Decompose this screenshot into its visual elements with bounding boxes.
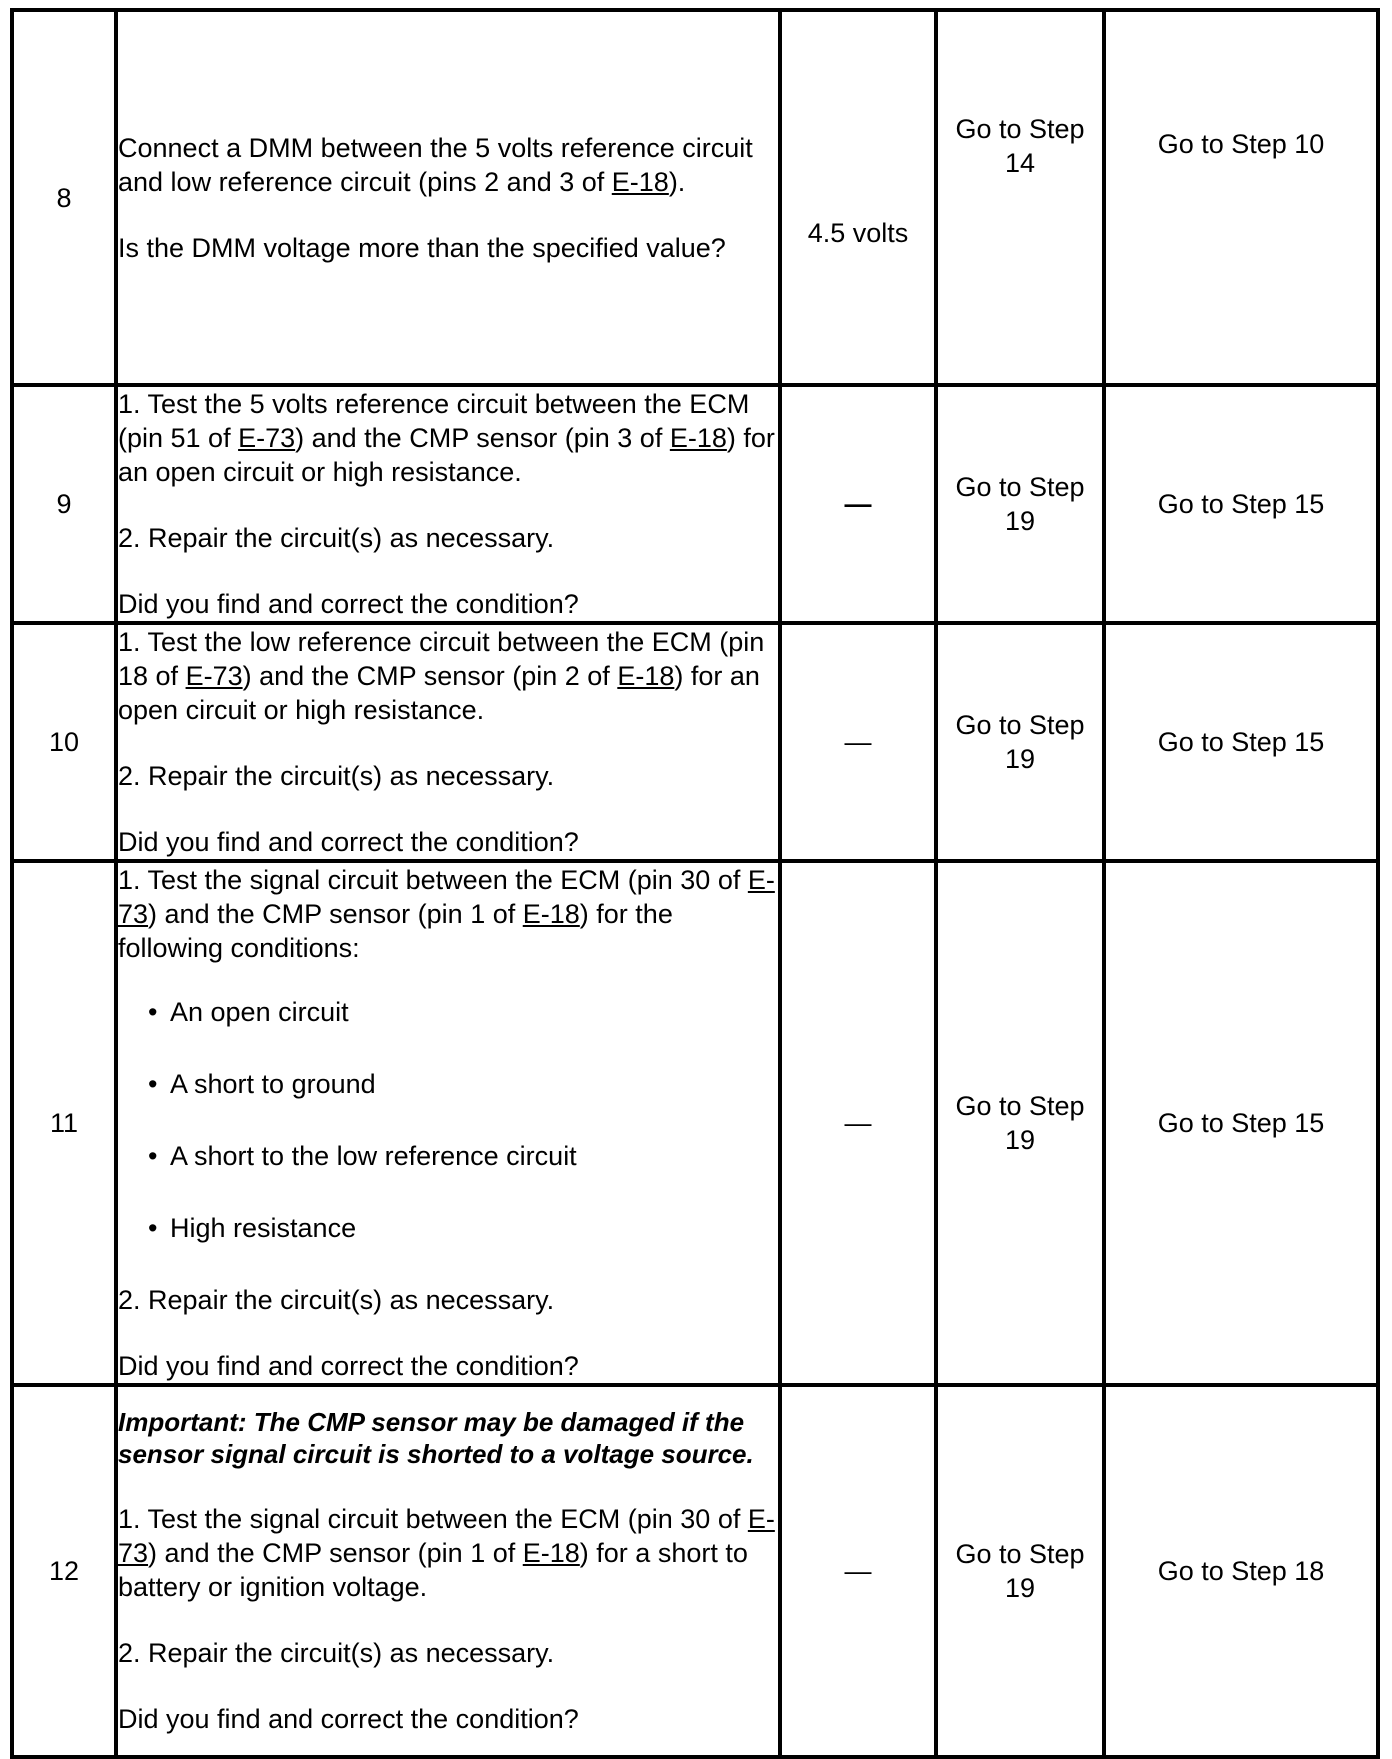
yes-text: Go to Step 19 xyxy=(955,472,1085,536)
action-question: Did you find and correct the condition? xyxy=(118,1351,579,1381)
no-text: Go to Step 15 xyxy=(1157,1108,1325,1138)
step-number: 11 xyxy=(12,861,116,1385)
yes-cell xyxy=(936,385,1104,623)
value-cell: — xyxy=(780,623,936,861)
yes-cell xyxy=(936,623,1104,861)
connector-link-e18[interactable]: E-18 xyxy=(522,899,580,929)
no-cell xyxy=(1104,861,1378,1385)
action-cell xyxy=(116,623,780,861)
yes-cell xyxy=(936,861,1104,1385)
no-cell xyxy=(1104,1385,1378,1757)
action-text: ) and the CMP sensor (pin 2 of xyxy=(242,661,618,691)
yes-cell xyxy=(936,1385,1104,1757)
connector-link-e73[interactable]: E-73 xyxy=(118,865,775,929)
yes-text: Go to Step 19 xyxy=(955,1091,1085,1155)
action-cell xyxy=(116,10,780,385)
action-text: 1. Test the signal circuit between the ECM (pin 30 of xyxy=(118,1504,748,1534)
step-number: 9 xyxy=(12,385,116,623)
table-row-step-8 xyxy=(12,10,1378,385)
step-number: 12 xyxy=(12,1385,116,1757)
diagnostic-steps-table xyxy=(10,8,1380,1759)
action-text: 1. Test the signal circuit between the ECM (pin 30 of xyxy=(118,865,748,895)
action-text: ) for an open circuit or high resistance. xyxy=(118,423,775,487)
yes-text: Go to Step 14 xyxy=(955,114,1085,178)
diagnostic-table-page xyxy=(10,8,1376,1742)
no-cell xyxy=(1104,10,1378,385)
connector-link-e73[interactable]: E-73 xyxy=(238,423,296,453)
value-cell: — xyxy=(780,1385,936,1757)
action-paragraph xyxy=(118,625,778,727)
connector-link-e18[interactable]: E-18 xyxy=(611,166,669,197)
action-cell xyxy=(116,861,780,1385)
value-cell: 4.5 volts xyxy=(780,10,936,385)
action-text: Connect a DMM between the 5 volts reference circuit and low reference circuit (pins 2 and 3 of xyxy=(118,132,753,197)
action-question: Did you find and correct the condition? xyxy=(118,589,579,619)
action-repair: 2. Repair the circuit(s) as necessary. xyxy=(118,761,555,791)
connector-link-e18[interactable]: E-18 xyxy=(617,661,675,691)
action-text: ) and the CMP sensor (pin 3 of xyxy=(295,423,670,453)
action-cell xyxy=(116,385,780,623)
no-cell xyxy=(1104,623,1378,861)
list-item: • An open circuit xyxy=(148,995,778,1029)
no-cell xyxy=(1104,385,1378,623)
action-text: 1. Test the low reference circuit between the ECM (pin 18 of xyxy=(118,627,765,691)
step-number: 8 xyxy=(12,10,116,385)
value-cell: — xyxy=(780,385,936,623)
table-row-step-11 xyxy=(12,861,1378,1385)
action-cell xyxy=(116,1385,780,1757)
action-text: ) for the following conditions: xyxy=(118,899,673,963)
action-repair: 2. Repair the circuit(s) as necessary. xyxy=(118,523,555,553)
action-text: 1. Test the 5 volts reference circuit between the ECM (pin 51 of xyxy=(118,389,750,453)
action-text: ). xyxy=(668,166,686,197)
important-note: Important: The CMP sensor may be damaged if the sensor signal circuit is shorted to a voltage source. xyxy=(118,1407,754,1469)
action-repair: 2. Repair the circuit(s) as necessary. xyxy=(118,1638,555,1668)
action-text: ) for an open circuit or high resistance. xyxy=(118,661,760,725)
value-cell: — xyxy=(780,861,936,1385)
action-text: ) and the CMP sensor (pin 1 of xyxy=(148,1538,523,1568)
yes-cell xyxy=(936,10,1104,385)
action-question: Did you find and correct the condition? xyxy=(118,827,579,857)
action-paragraph xyxy=(118,131,778,199)
action-text: ) and the CMP sensor (pin 1 of xyxy=(148,899,523,929)
table-row-step-12 xyxy=(12,1385,1378,1757)
connector-link-e18[interactable]: E-18 xyxy=(669,423,727,453)
step-number: 10 xyxy=(12,623,116,861)
action-question: Did you find and correct the condition? xyxy=(118,1704,579,1734)
connector-link-e18[interactable]: E-18 xyxy=(522,1538,580,1568)
action-paragraph xyxy=(118,1502,778,1604)
action-paragraph xyxy=(118,863,778,965)
list-item: • A short to ground xyxy=(148,1067,778,1101)
table-row-step-10 xyxy=(12,623,1378,861)
no-text: Go to Step 18 xyxy=(1157,1556,1325,1586)
list-item: • High resistance xyxy=(148,1211,778,1245)
list-item: • A short to the low reference circuit xyxy=(148,1139,778,1173)
yes-text: Go to Step 19 xyxy=(955,1539,1085,1603)
table-row-step-9 xyxy=(12,385,1378,623)
action-paragraph xyxy=(118,387,778,489)
condition-list xyxy=(118,995,778,1245)
connector-link-e73[interactable]: E-73 xyxy=(185,661,243,691)
action-question: Is the DMM voltage more than the specified value? xyxy=(118,232,726,263)
no-text: Go to Step 10 xyxy=(1157,129,1325,159)
no-text: Go to Step 15 xyxy=(1157,727,1325,757)
action-text: ) for a short to battery or ignition voltage. xyxy=(118,1538,748,1602)
no-text: Go to Step 15 xyxy=(1157,489,1325,519)
connector-link-e73[interactable]: E-73 xyxy=(118,1504,775,1568)
yes-text: Go to Step 19 xyxy=(955,710,1085,774)
action-repair: 2. Repair the circuit(s) as necessary. xyxy=(118,1285,555,1315)
